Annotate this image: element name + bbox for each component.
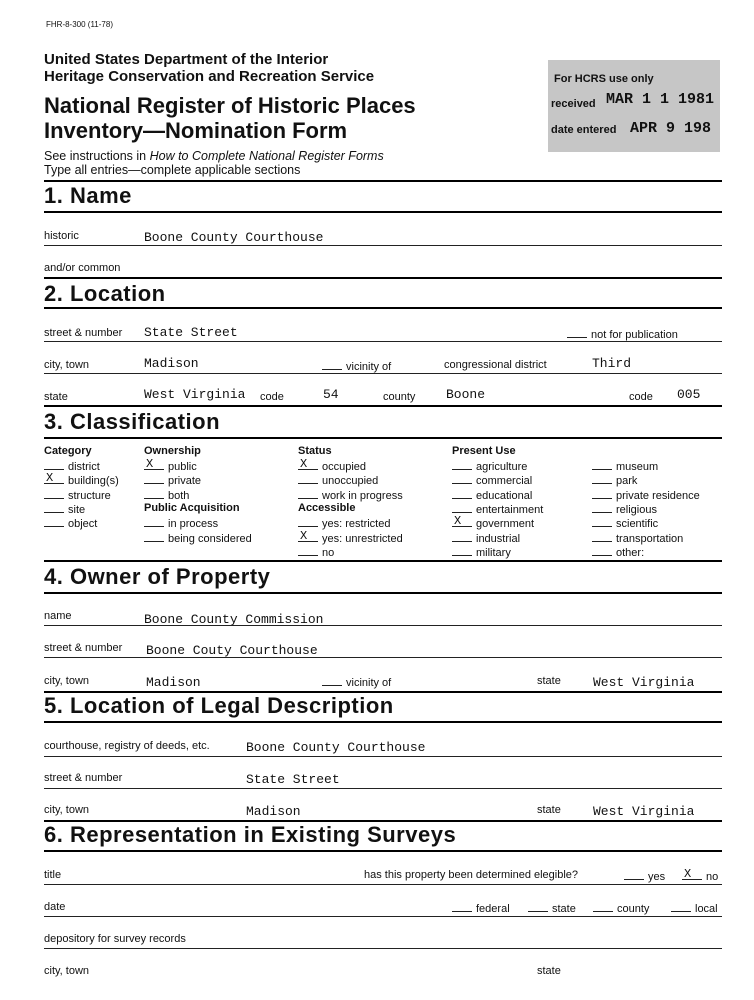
category-site-label: site: [68, 504, 86, 516]
stamp-entered-value: APR 9 198: [630, 120, 712, 137]
section-5-heading: 5. Location of Legal Description: [44, 693, 394, 718]
city-field-line: [44, 373, 722, 374]
hcrs-office-stamp: [548, 60, 720, 152]
use-option-museum[interactable]: [592, 459, 658, 473]
accessible-restricted-label: yes: restricted: [322, 518, 391, 530]
courthouse-registry-label: courthouse, registry of deeds, etc.: [44, 740, 210, 752]
agency-line-1: United States Department of the Interior: [44, 51, 329, 68]
instructions-line-1: [44, 149, 384, 163]
owner-state-label: state: [537, 675, 561, 687]
accessible-option-restricted[interactable]: [298, 516, 390, 530]
survey-city-label: city, town: [44, 965, 90, 977]
use-other-label: other:: [616, 547, 645, 559]
owner-state-value[interactable]: West Virginia: [593, 675, 695, 690]
stamp-received-value: MAR 1 1 1981: [606, 91, 715, 108]
category-structure-label: structure: [68, 490, 111, 502]
county-value[interactable]: Boone: [446, 387, 486, 402]
section-4-top-rule: [44, 560, 722, 562]
section-2-top-rule: [44, 277, 722, 279]
state-value[interactable]: West Virginia: [144, 387, 246, 402]
use-option-other[interactable]: [592, 545, 644, 559]
survey-date-label: date: [44, 901, 66, 913]
survey-date-field-line: [44, 916, 722, 917]
section-2-heading-rule: [44, 307, 722, 309]
depository-label: depository for survey records: [44, 933, 186, 945]
common-name-label: and/or common: [44, 262, 121, 274]
legal-state-label: state: [537, 804, 561, 816]
ownership-header: Ownership: [144, 445, 201, 457]
section-4-heading-rule: [44, 592, 722, 594]
agency-line-2: Heritage Conservation and Recreation Service: [44, 68, 375, 85]
ownership-option-both[interactable]: [144, 488, 189, 502]
accessible-option-unrestricted[interactable]: [298, 531, 403, 545]
use-religious-label: religious: [616, 504, 657, 516]
use-option-transportation[interactable]: [592, 531, 683, 545]
section-6-heading-rule: [44, 850, 722, 852]
owner-city-value[interactable]: Madison: [146, 675, 201, 690]
vicinity-label: vicinity of: [346, 361, 392, 373]
owner-street-field-line: [44, 657, 722, 658]
not-for-publication-label: not for publication: [591, 329, 678, 341]
eligible-yes-label: yes: [648, 871, 666, 883]
ownership-public-mark: X: [146, 457, 154, 471]
stamp-entered-label: date entered: [551, 124, 617, 136]
eligible-yes-blank: [624, 869, 644, 880]
state-code-label: code: [260, 391, 284, 403]
survey-federal-option[interactable]: [452, 901, 510, 915]
use-industrial-label: industrial: [476, 533, 521, 545]
category-header: Category: [44, 445, 92, 457]
use-option-industrial[interactable]: [452, 531, 520, 545]
present-use-header: Present Use: [452, 445, 516, 457]
congressional-district-value[interactable]: Third: [592, 356, 632, 371]
congressional-district-label: congressional district: [444, 359, 547, 371]
depository-field-line: [44, 948, 722, 949]
stamp-received-label: received: [551, 98, 596, 110]
category-buildings-label: building(s): [68, 475, 119, 487]
vicinity-blank: [322, 359, 342, 370]
category-district-label: district: [68, 461, 100, 473]
instructions-line-2: Type all entries—complete applicable sections: [44, 163, 301, 177]
eligible-yes-option[interactable]: [624, 869, 665, 883]
street-number-label: street & number: [44, 327, 123, 339]
ownership-public-label: public: [168, 461, 197, 473]
owner-street-label: street & number: [44, 642, 123, 654]
stamp-header: For HCRS use only: [554, 73, 654, 85]
form-title-line-1: National Register of Historic Places: [44, 93, 416, 118]
survey-state-label: state: [537, 965, 561, 977]
use-entertainment-label: entertainment: [476, 504, 544, 516]
section-1-top-rule: [44, 180, 722, 182]
category-option-buildings[interactable]: [44, 473, 119, 487]
survey-county-label: county: [617, 903, 650, 915]
survey-state-option-label: state: [552, 903, 576, 915]
use-educational-label: educational: [476, 490, 533, 502]
eligible-no-option[interactable]: [682, 869, 718, 883]
status-option-work-in-progress[interactable]: [298, 488, 403, 502]
county-label: county: [383, 391, 416, 403]
historic-field-line: [44, 245, 722, 246]
legal-street-field-line: [44, 788, 722, 789]
category-option-structure[interactable]: [44, 488, 111, 502]
status-occupied-label: occupied: [322, 461, 367, 473]
city-town-label: city, town: [44, 359, 90, 371]
historic-name-value[interactable]: Boone County Courthouse: [144, 230, 324, 245]
section-1-heading: 1. Name: [44, 183, 132, 208]
use-government-label: government: [476, 518, 535, 530]
status-option-occupied[interactable]: [298, 459, 366, 473]
status-work-in-progress-label: work in progress: [322, 490, 403, 502]
vicinity-option[interactable]: [322, 359, 391, 373]
legal-state-value[interactable]: West Virginia: [593, 804, 695, 819]
use-option-agriculture[interactable]: [452, 459, 527, 473]
acquisition-option-being-considered[interactable]: [144, 531, 252, 545]
county-code-value[interactable]: 005: [677, 387, 701, 402]
section-3-heading-rule: [44, 437, 722, 439]
survey-title-field-line: [44, 884, 722, 885]
ownership-private-label: private: [168, 475, 202, 487]
ownership-option-private[interactable]: [144, 473, 201, 487]
owner-vicinity-option[interactable]: [322, 675, 391, 689]
accessible-no-label: no: [322, 547, 335, 559]
owner-city-label: city, town: [44, 675, 90, 687]
category-option-site[interactable]: [44, 502, 85, 516]
use-option-entertainment[interactable]: [452, 502, 543, 516]
survey-county-option[interactable]: [593, 901, 649, 915]
owner-vicinity-blank: [322, 675, 342, 686]
accessible-option-no[interactable]: [298, 545, 334, 559]
street-field-line: [44, 341, 722, 342]
owner-street-value[interactable]: Boone Couty Courthouse: [146, 643, 318, 658]
survey-local-label: local: [695, 903, 718, 915]
use-option-scientific[interactable]: [592, 516, 658, 530]
section-3-heading: 3. Classification: [44, 409, 221, 434]
status-occupied-mark: X: [300, 457, 308, 471]
form-number: FHR-8-300 (11-78): [46, 20, 113, 29]
form-title-line-2: Inventory—Nomination Form: [44, 118, 348, 143]
survey-federal-blank: [452, 901, 472, 912]
not-for-publication-option[interactable]: [567, 327, 678, 341]
status-header: Status: [298, 445, 332, 457]
city-value[interactable]: Madison: [144, 356, 199, 371]
survey-local-blank: [671, 901, 691, 912]
use-agriculture-label: agriculture: [476, 461, 528, 473]
use-military-label: military: [476, 547, 511, 559]
legal-street-label: street & number: [44, 772, 123, 784]
status-unoccupied-label: unoccupied: [322, 475, 379, 487]
use-government-mark: X: [454, 514, 462, 528]
use-option-park[interactable]: [592, 473, 637, 487]
owner-name-value[interactable]: Boone County Commission: [144, 612, 324, 627]
legal-street-value[interactable]: State Street: [246, 772, 340, 787]
use-park-label: park: [616, 475, 638, 487]
accessible-header: Accessible: [298, 502, 356, 514]
use-option-private-residence[interactable]: [592, 488, 700, 502]
street-value[interactable]: State Street: [144, 325, 238, 340]
courthouse-registry-value[interactable]: Boone County Courthouse: [246, 740, 426, 755]
use-option-commercial[interactable]: [452, 473, 532, 487]
legal-city-label: city, town: [44, 804, 90, 816]
survey-federal-label: federal: [476, 903, 510, 915]
not-for-publication-blank: [567, 327, 587, 338]
section-1-heading-rule: [44, 211, 722, 213]
section-2-heading: 2. Location: [44, 281, 166, 306]
category-object-label: object: [68, 518, 98, 530]
acquisition-option-in-process[interactable]: [144, 516, 218, 530]
use-museum-label: museum: [616, 461, 659, 473]
state-label: state: [44, 391, 68, 403]
status-option-unoccupied[interactable]: [298, 473, 378, 487]
courthouse-field-line: [44, 756, 722, 757]
eligible-no-label: no: [706, 871, 719, 883]
owner-vicinity-label: vicinity of: [346, 677, 392, 689]
use-scientific-label: scientific: [616, 518, 659, 530]
use-option-military[interactable]: [452, 545, 511, 559]
ownership-option-public[interactable]: [144, 459, 197, 473]
survey-local-option[interactable]: [671, 901, 718, 915]
survey-state-blank: [528, 901, 548, 912]
accessible-unrestricted-label: yes: unrestricted: [322, 533, 403, 545]
section-3-top-rule: [44, 405, 722, 407]
instructions-prefix: See instructions in: [44, 149, 150, 163]
state-code-value[interactable]: 54: [323, 387, 339, 402]
acquisition-being-considered-label: being considered: [168, 533, 252, 545]
owner-name-field-line: [44, 625, 722, 626]
survey-title-label: title: [44, 869, 62, 881]
eligible-question-label: has this property been determined elegible?: [364, 869, 579, 881]
use-commercial-label: commercial: [476, 475, 533, 487]
category-option-object[interactable]: [44, 516, 97, 530]
use-private-residence-label: private residence: [616, 490, 700, 502]
legal-city-value[interactable]: Madison: [246, 804, 301, 819]
instructions-guide-title: How to Complete National Register Forms: [149, 149, 384, 163]
section-5-heading-rule: [44, 721, 722, 723]
use-option-educational[interactable]: [452, 488, 532, 502]
historic-label: historic: [44, 230, 79, 242]
county-code-label: code: [629, 391, 653, 403]
ownership-both-label: both: [168, 490, 190, 502]
use-option-government[interactable]: [452, 516, 534, 530]
eligible-no-mark: X: [684, 867, 692, 881]
survey-state-option[interactable]: [528, 901, 576, 915]
category-buildings-mark: X: [46, 471, 54, 485]
use-option-religious[interactable]: [592, 502, 657, 516]
use-transportation-label: transportation: [616, 533, 684, 545]
owner-name-label: name: [44, 610, 72, 622]
section-4-heading: 4. Owner of Property: [44, 564, 271, 589]
acquisition-in-process-label: in process: [168, 518, 219, 530]
section-6-heading: 6. Representation in Existing Surveys: [44, 822, 457, 847]
survey-county-blank: [593, 901, 613, 912]
public-acquisition-header: Public Acquisition: [144, 502, 240, 514]
accessible-unrestricted-mark: X: [300, 529, 308, 543]
